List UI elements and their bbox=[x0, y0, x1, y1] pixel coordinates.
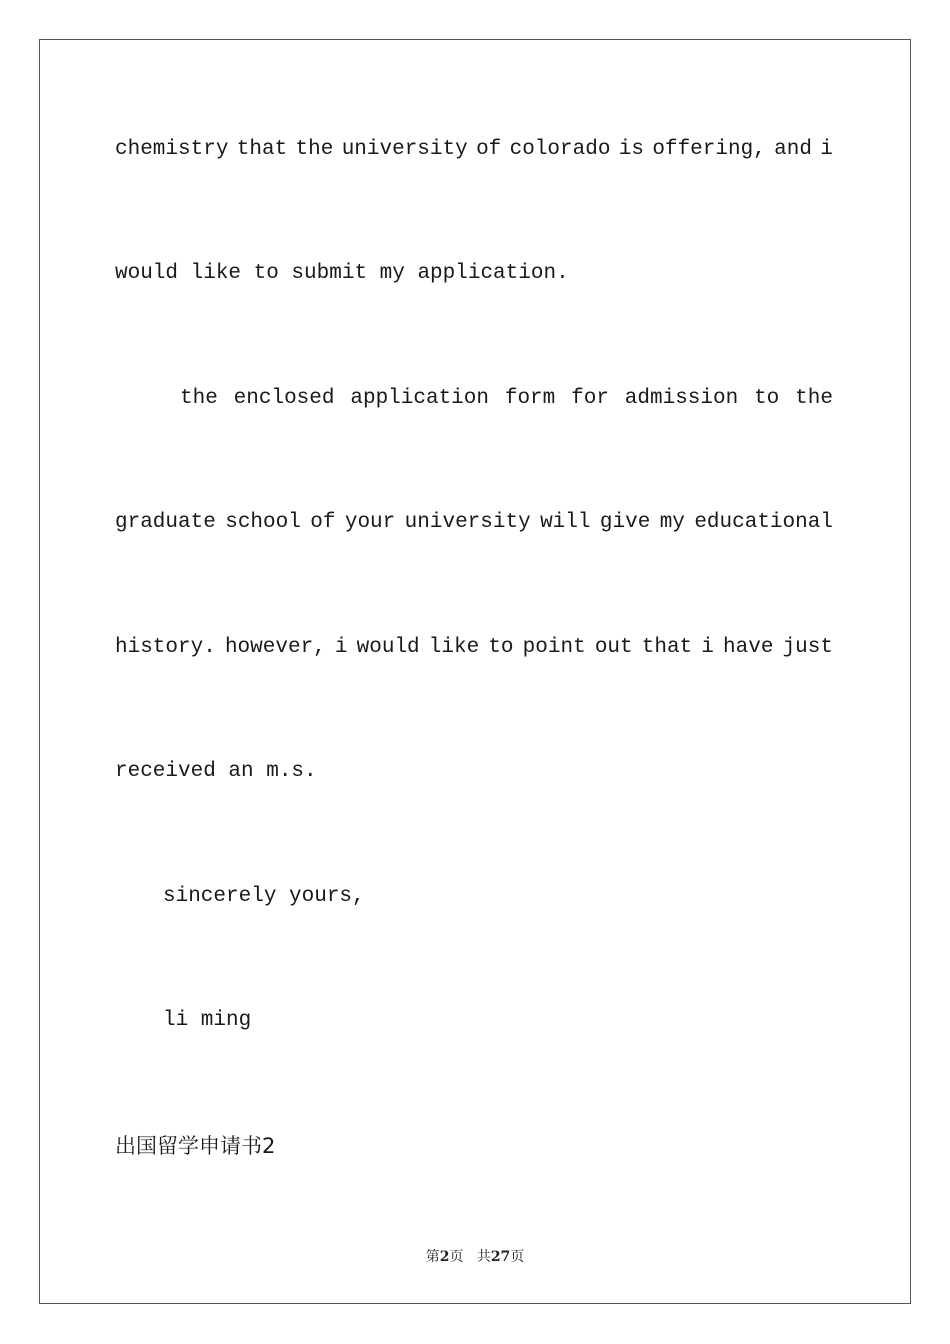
body-line-2: would like to submit my application. bbox=[115, 262, 569, 285]
page-footer bbox=[0, 1247, 950, 1267]
word: i bbox=[334, 636, 348, 659]
word: application bbox=[350, 387, 489, 410]
word: just bbox=[782, 636, 833, 659]
word: the bbox=[795, 387, 833, 410]
word: for bbox=[571, 387, 609, 410]
word: offering, bbox=[652, 138, 766, 161]
word: educational bbox=[694, 511, 833, 534]
word: university bbox=[341, 138, 468, 161]
word: and bbox=[774, 138, 812, 161]
footer-prefix: 第 bbox=[425, 1249, 440, 1265]
word: my bbox=[659, 511, 685, 534]
body-line-6: received an m.s. bbox=[115, 760, 317, 783]
word: that bbox=[236, 138, 288, 161]
footer-page-suffix: 页 bbox=[449, 1249, 464, 1265]
word: that bbox=[641, 636, 693, 659]
word: however, bbox=[224, 636, 326, 659]
word: i bbox=[701, 636, 714, 659]
body-line-1 bbox=[115, 136, 833, 164]
word: out bbox=[594, 636, 633, 659]
word: school bbox=[225, 511, 301, 534]
word: admission bbox=[624, 387, 739, 410]
word: to bbox=[754, 387, 780, 410]
word: give bbox=[599, 511, 651, 534]
section-heading: 出国留学申请书2 bbox=[115, 1134, 276, 1158]
word: is bbox=[618, 138, 645, 161]
footer-total-pages: 27 bbox=[490, 1249, 511, 1265]
closing-salutation: sincerely yours, bbox=[163, 885, 365, 908]
body-line-4 bbox=[115, 509, 833, 537]
word: the bbox=[295, 138, 334, 161]
footer-page-number: 2 bbox=[439, 1249, 450, 1265]
word: enclosed bbox=[233, 387, 335, 410]
word: chemistry bbox=[115, 138, 229, 161]
word: to bbox=[488, 636, 514, 659]
word: the bbox=[180, 387, 218, 410]
word: university bbox=[404, 511, 531, 534]
word: of bbox=[476, 138, 502, 161]
body-line-3 bbox=[180, 385, 833, 413]
word: like bbox=[428, 636, 480, 659]
word: your bbox=[344, 511, 396, 534]
word: would bbox=[356, 636, 420, 659]
word: point bbox=[522, 636, 586, 659]
footer-total-suffix: 页 bbox=[510, 1249, 525, 1265]
word: will bbox=[540, 511, 591, 534]
word: have bbox=[723, 636, 774, 659]
page-frame bbox=[39, 39, 911, 1304]
word: colorado bbox=[509, 138, 611, 161]
word: graduate bbox=[115, 511, 216, 534]
word: i bbox=[820, 138, 833, 161]
word: history. bbox=[115, 636, 216, 659]
footer-total-prefix: 共 bbox=[476, 1249, 491, 1265]
signature-name: li ming bbox=[163, 1009, 252, 1032]
word: form bbox=[504, 387, 556, 410]
word: of bbox=[310, 511, 336, 534]
body-line-5 bbox=[115, 634, 833, 662]
